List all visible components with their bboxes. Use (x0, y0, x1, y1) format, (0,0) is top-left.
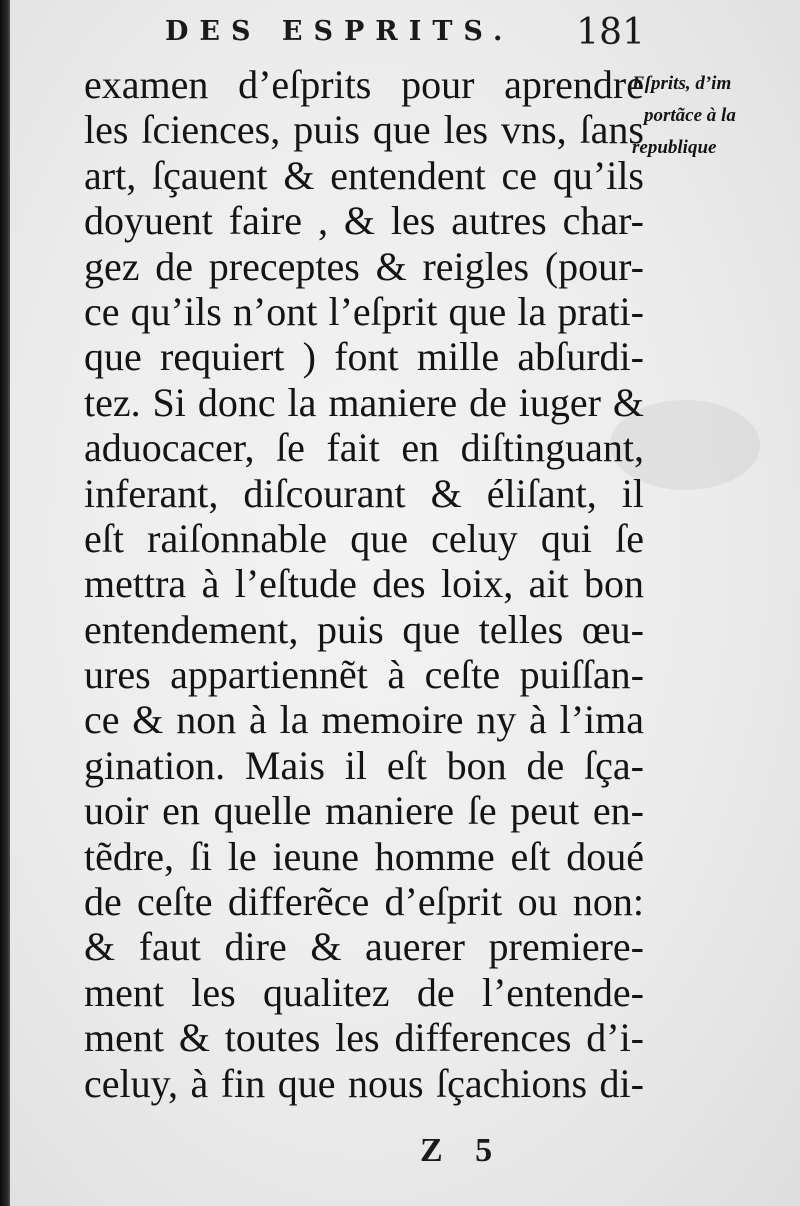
text-line: les ſciences, puis que les vns, ſans (84, 107, 644, 153)
page-number: 181 (576, 12, 645, 53)
text-line: ment & toutes les differences d’i- (84, 1015, 644, 1061)
text-line: mettra à l’eſtude des loix, ait bon (84, 561, 644, 607)
running-title: DES ESPRITS. (165, 16, 514, 47)
text-line: tez. Si donc la maniere de iuger & (84, 379, 644, 425)
text-line: tẽdre, ſi le ieune homme eſt doué (84, 833, 644, 879)
text-line: ment les qualitez de l’entende- (84, 969, 644, 1015)
body-text (84, 62, 644, 1106)
text-line: ce qu’ils n’ont l’eſprit que la prati- (84, 288, 644, 334)
text-line: gez de preceptes & reigles (pour- (84, 243, 644, 289)
text-line: celuy, à fin que nous ſçachions di- (84, 1060, 644, 1106)
text-line: art, ſçauent & entendent ce qu’ils (84, 152, 644, 198)
signature-mark: Z 5 (420, 1132, 505, 1169)
text-line: ce & non à la memoire ny à l’ima (84, 697, 644, 743)
text-line: entendement, puis que telles œu- (84, 606, 644, 652)
text-line: & faut dire & auerer premiere- (84, 924, 644, 970)
text-line: uoir en quelle maniere ſe peut en- (84, 788, 644, 834)
book-page (10, 0, 800, 1206)
margin-note-line: Eſprits, d’im (632, 73, 732, 94)
page-header (165, 14, 645, 54)
text-line: de ceſte differẽce d’eſprit ou non: (84, 879, 644, 925)
text-line: doyuent faire , & les autres char- (84, 198, 644, 244)
text-line: examen d’eſprits pour aprendre (84, 62, 644, 107)
text-line: gination. Mais il eſt bon de ſça- (84, 742, 644, 788)
margin-note (632, 68, 800, 164)
text-line: aduocacer, ſe fait en diſtinguant, (84, 425, 644, 471)
margin-note-line: republique (632, 137, 717, 158)
text-line: ures appartiennẽt à ceſte puiſſan- (84, 652, 644, 698)
text-line: inferant, diſcourant & éliſant, il (84, 470, 644, 516)
text-line: que requiert ) font mille abſurdi- (84, 334, 644, 380)
margin-note-line: portãce à la (644, 105, 736, 126)
text-line: eſt raiſonnable que celuy qui ſe (84, 515, 644, 561)
